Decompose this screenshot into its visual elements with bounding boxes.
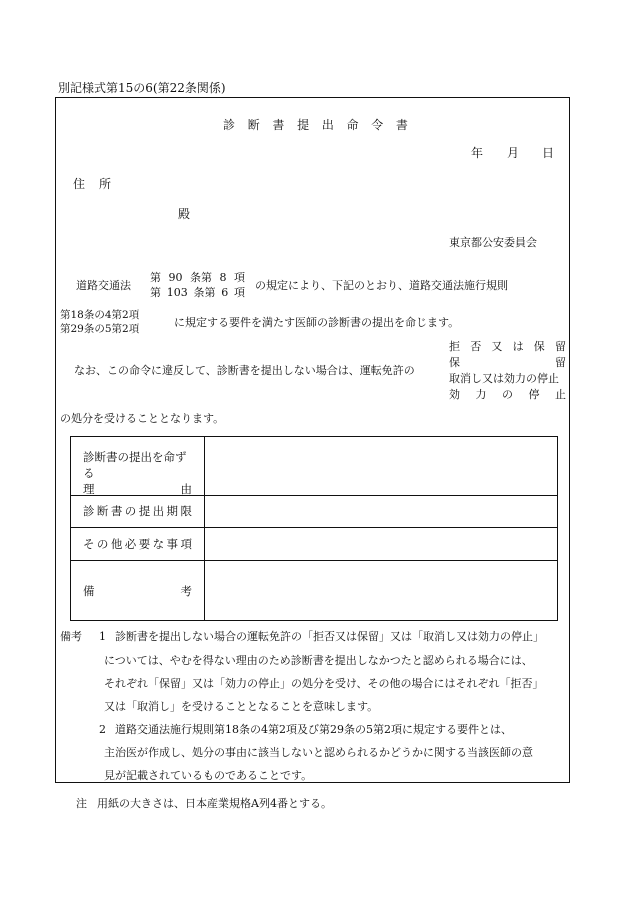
rule-line-2: 第29条の5第2項: [60, 323, 140, 335]
clause-3-text: なお、この命令に違反して、診断書を提出しない場合は、運転免許の: [74, 364, 415, 377]
clause-1-text: の規定により、下記のとおり、道路交通法施行規則: [255, 279, 508, 292]
date-year: 年: [471, 146, 484, 160]
address-label: 住 所: [73, 177, 111, 191]
deadline-label: 診 断 書 の 提 出 期 限: [83, 504, 192, 518]
clause-3-end: の処分を受けることとなります。: [60, 412, 225, 425]
other-matters-value[interactable]: [205, 528, 557, 560]
law-name: 道路交通法: [76, 279, 131, 292]
rule-line-1: 第18条の4第2項: [60, 309, 140, 321]
note-2-line-3: 見が記載されているものであることです。: [104, 769, 313, 782]
reason-label: 診断書の提出を命ずる 理 由: [83, 450, 192, 496]
disposition-option-1: 拒 否 又 は 保 留: [449, 340, 566, 353]
date-month: 月: [507, 146, 520, 160]
remarks-value[interactable]: [205, 561, 557, 621]
note-1-line-3: それぞれ「保留」又は「効力の停止」の処分を受け、その他の場合にはそれぞれ「拒否」: [104, 677, 544, 690]
note-2-number: 2: [99, 723, 106, 736]
clause-2-text: に規定する要件を満たす医師の診断書の提出を命じます。: [174, 316, 460, 329]
notes-label: 備考: [60, 630, 82, 643]
note-1-line-2: については、やむを得ない理由のため診断書を提出しなかつたと認められる場合には、: [104, 654, 533, 667]
form-title: 診 断 書 提 出 命 令 書: [223, 118, 408, 132]
article-line-2: 第 103 条第 6 項: [150, 286, 245, 299]
date-day: 日: [542, 146, 555, 160]
deadline-value[interactable]: [205, 496, 557, 527]
note-1-line-4: 又は「取消し」を受けることとなることを意味します。: [104, 700, 379, 713]
order-details-table: [70, 436, 558, 621]
form-number: 別記様式第15の6(第22条関係): [58, 81, 226, 95]
footnote-label: 注: [76, 797, 87, 810]
footnote-text: 用紙の大きさは、日本産業規格A列4番とする。: [97, 797, 332, 810]
note-1-number: 1: [99, 630, 106, 643]
remarks-label: 備 考: [83, 584, 192, 598]
addressee-suffix: 殿: [178, 207, 191, 221]
reason-value[interactable]: [205, 437, 557, 495]
note-1-line-1: 診断書を提出しない場合の運転免許の「拒否又は保留」又は「取消し又は効力の停止」: [115, 630, 544, 643]
disposition-option-3: 取消し又は効力の停止: [449, 372, 559, 385]
disposition-option-4: 効 力 の 停 止: [449, 388, 566, 401]
article-line-1: 第 90 条第 8 項: [150, 271, 245, 284]
disposition-option-2: 保 留: [449, 356, 566, 369]
other-matters-label: そ の 他 必 要 な 事 項: [83, 537, 192, 551]
note-2-line-1: 道路交通法施行規則第18条の4第2項及び第29条の5第2項に規定する要件とは、: [115, 723, 512, 736]
note-2-line-2: 主治医が作成し、処分の事由に該当しないと認められるかどうかに関する当該医師の意: [104, 746, 533, 759]
issuer: 東京都公安委員会: [449, 236, 537, 249]
